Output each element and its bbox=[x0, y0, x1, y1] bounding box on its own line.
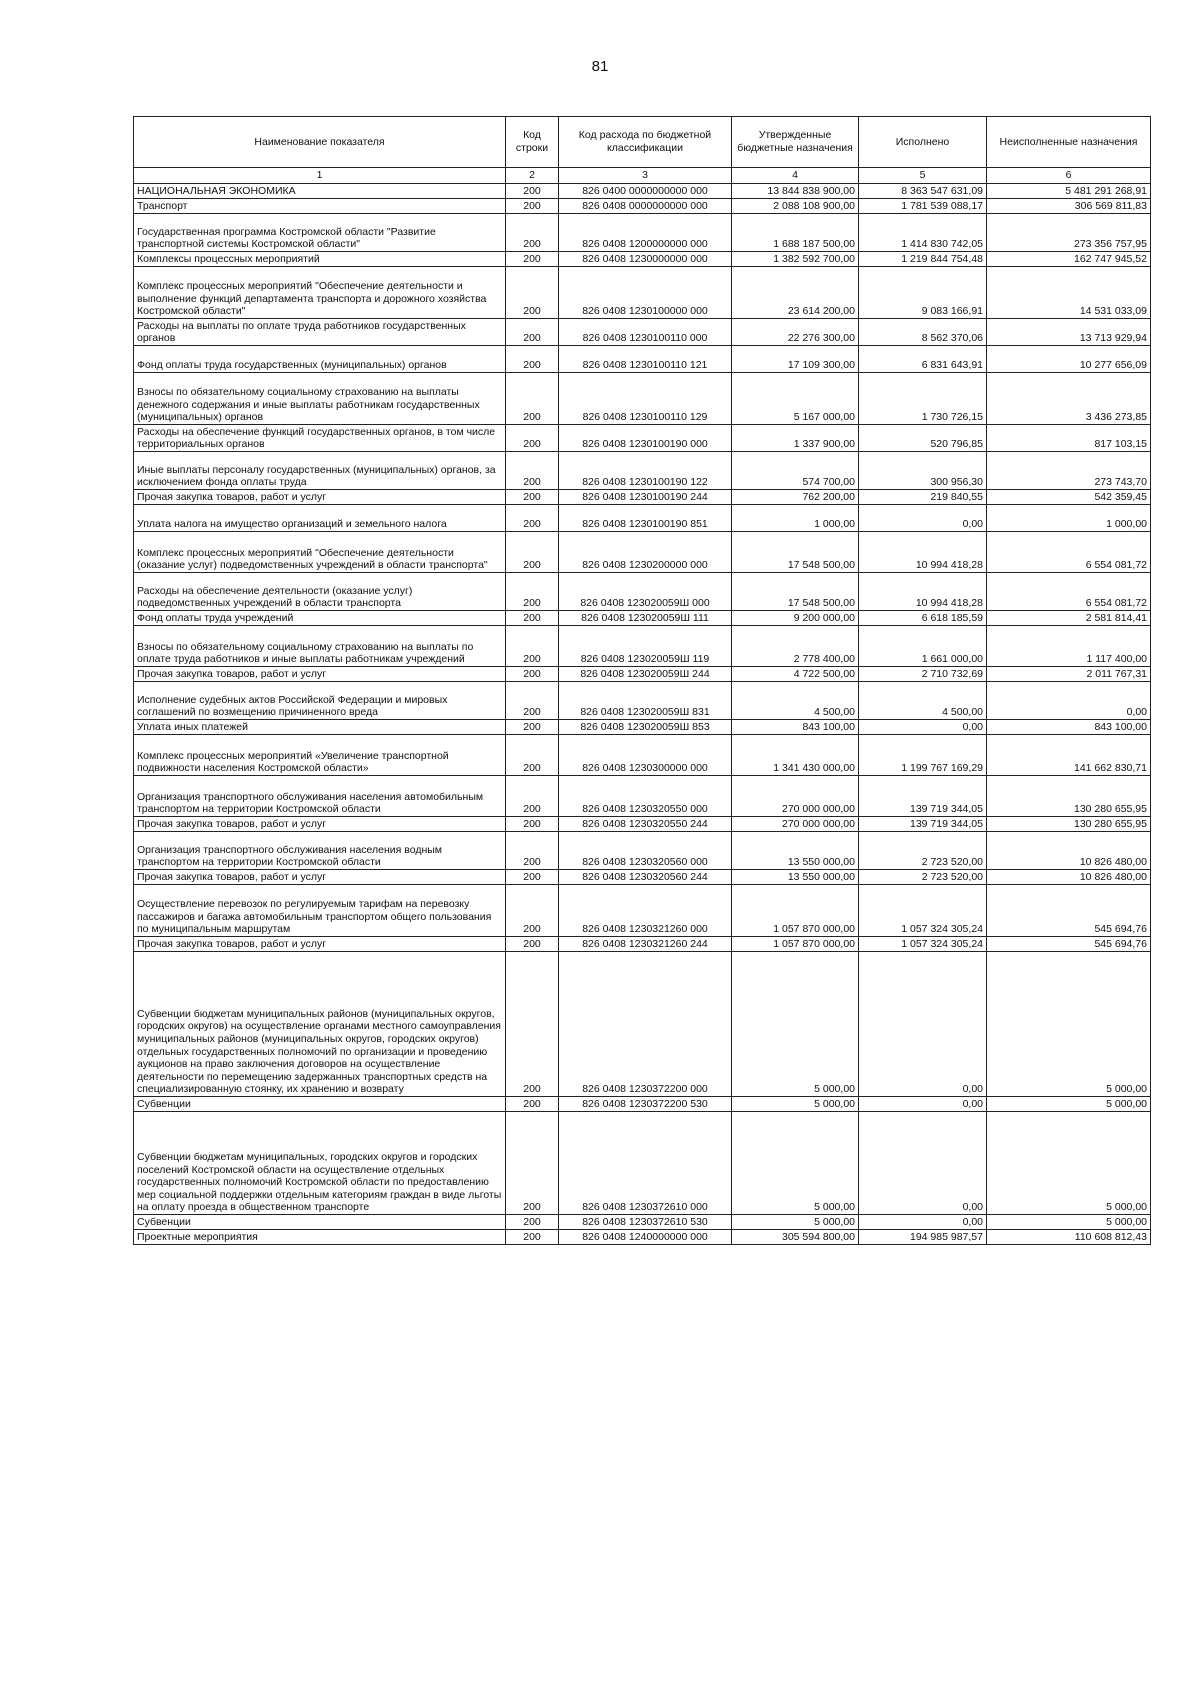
cell-executed: 219 840,55 bbox=[859, 490, 987, 505]
cell-executed: 6 618 185,59 bbox=[859, 611, 987, 626]
cell-indicator-name: НАЦИОНАЛЬНАЯ ЭКОНОМИКА bbox=[134, 184, 506, 199]
cell-indicator-name: Субвенции bbox=[134, 1097, 506, 1112]
cell-approved: 9 200 000,00 bbox=[732, 611, 859, 626]
table-row bbox=[134, 346, 1151, 373]
cell-unexecuted: 10 826 480,00 bbox=[987, 870, 1151, 885]
table-row bbox=[134, 626, 1151, 667]
table-row bbox=[134, 319, 1151, 346]
cell-indicator-name: Прочая закупка товаров, работ и услуг bbox=[134, 937, 506, 952]
cell-executed: 1 057 324 305,24 bbox=[859, 885, 987, 937]
cell-indicator-name: Фонд оплаты труда государственных (муниципальных) органов bbox=[134, 346, 506, 373]
page-number: 81 bbox=[591, 58, 609, 75]
cell-line-code: 200 bbox=[506, 319, 559, 346]
table-row bbox=[134, 832, 1151, 870]
cell-budget-code: 826 0408 1230100110 000 bbox=[559, 319, 732, 346]
cell-indicator-name: Прочая закупка товаров, работ и услуг bbox=[134, 870, 506, 885]
table-row bbox=[134, 252, 1151, 267]
cell-executed: 2 710 732,69 bbox=[859, 667, 987, 682]
cell-executed: 139 719 344,05 bbox=[859, 817, 987, 832]
cell-indicator-name: Расходы на обеспечение деятельности (оказание услуг) подведомственных учреждений в области транспорта bbox=[134, 573, 506, 611]
cell-unexecuted: 817 103,15 bbox=[987, 425, 1151, 452]
cell-unexecuted: 0,00 bbox=[987, 682, 1151, 720]
table-row bbox=[134, 667, 1151, 682]
cell-line-code: 200 bbox=[506, 532, 559, 573]
cell-unexecuted: 5 000,00 bbox=[987, 1097, 1151, 1112]
cell-budget-code: 826 0400 0000000000 000 bbox=[559, 184, 732, 199]
cell-line-code: 200 bbox=[506, 832, 559, 870]
cell-budget-code: 826 0408 123020059Ш 831 bbox=[559, 682, 732, 720]
table-row bbox=[134, 199, 1151, 214]
cell-approved: 1 382 592 700,00 bbox=[732, 252, 859, 267]
cell-approved: 1 337 900,00 bbox=[732, 425, 859, 452]
cell-budget-code: 826 0408 1230372610 530 bbox=[559, 1215, 732, 1230]
cell-indicator-name: Прочая закупка товаров, работ и услуг bbox=[134, 667, 506, 682]
cell-approved: 1 057 870 000,00 bbox=[732, 885, 859, 937]
cell-budget-code: 826 0408 1230100110 121 bbox=[559, 346, 732, 373]
cell-unexecuted: 14 531 033,09 bbox=[987, 267, 1151, 319]
table-row bbox=[134, 184, 1151, 199]
table-row bbox=[134, 720, 1151, 735]
cell-budget-code: 826 0408 1230320550 244 bbox=[559, 817, 732, 832]
cell-executed: 10 994 418,28 bbox=[859, 532, 987, 573]
table-row bbox=[134, 937, 1151, 952]
cell-approved: 1 057 870 000,00 bbox=[732, 937, 859, 952]
cell-indicator-name: Уплата иных платежей bbox=[134, 720, 506, 735]
cell-indicator-name: Комплекс процессных мероприятий "Обеспечение деятельности и выполнение функций департамента транспорта и дорожного хозяйства Костромской области" bbox=[134, 267, 506, 319]
table-row bbox=[134, 214, 1151, 252]
cell-indicator-name: Проектные мероприятия bbox=[134, 1230, 506, 1245]
cell-unexecuted: 5 000,00 bbox=[987, 952, 1151, 1097]
cell-indicator-name: Прочая закупка товаров, работ и услуг bbox=[134, 490, 506, 505]
cell-line-code: 200 bbox=[506, 682, 559, 720]
cell-line-code: 200 bbox=[506, 885, 559, 937]
cell-line-code: 200 bbox=[506, 452, 559, 490]
cell-approved: 1 341 430 000,00 bbox=[732, 735, 859, 776]
cell-unexecuted: 130 280 655,95 bbox=[987, 776, 1151, 817]
header-budget-code: Код расхода по бюджетной классификации bbox=[559, 117, 732, 168]
table-row bbox=[134, 952, 1151, 1097]
cell-unexecuted: 130 280 655,95 bbox=[987, 817, 1151, 832]
cell-unexecuted: 13 713 929,94 bbox=[987, 319, 1151, 346]
cell-unexecuted: 141 662 830,71 bbox=[987, 735, 1151, 776]
cell-approved: 13 550 000,00 bbox=[732, 832, 859, 870]
cell-budget-code: 826 0408 1230100190 244 bbox=[559, 490, 732, 505]
table-row bbox=[134, 735, 1151, 776]
budget-execution-table bbox=[133, 116, 1151, 1245]
cell-unexecuted: 1 117 400,00 bbox=[987, 626, 1151, 667]
cell-line-code: 200 bbox=[506, 346, 559, 373]
cell-line-code: 200 bbox=[506, 1215, 559, 1230]
table-row bbox=[134, 870, 1151, 885]
cell-unexecuted: 542 359,45 bbox=[987, 490, 1151, 505]
cell-executed: 0,00 bbox=[859, 1215, 987, 1230]
cell-executed: 8 562 370,06 bbox=[859, 319, 987, 346]
table-row bbox=[134, 373, 1151, 425]
table-row bbox=[134, 885, 1151, 937]
cell-indicator-name: Комплекс процессных мероприятий "Обеспечение деятельности (оказание услуг) подведомственных учреждений в области транспорта" bbox=[134, 532, 506, 573]
cell-executed: 1 199 767 169,29 bbox=[859, 735, 987, 776]
cell-indicator-name: Взносы по обязательному социальному страхованию на выплаты денежного содержания и иные выплаты работникам государственных (муниципальных) органов bbox=[134, 373, 506, 425]
cell-budget-code: 826 0408 1230320560 000 bbox=[559, 832, 732, 870]
cell-approved: 5 000,00 bbox=[732, 1097, 859, 1112]
cell-approved: 2 778 400,00 bbox=[732, 626, 859, 667]
cell-approved: 1 000,00 bbox=[732, 505, 859, 532]
cell-executed: 0,00 bbox=[859, 1112, 987, 1215]
cell-unexecuted: 273 356 757,95 bbox=[987, 214, 1151, 252]
cell-unexecuted: 2 011 767,31 bbox=[987, 667, 1151, 682]
cell-indicator-name: Уплата налога на имущество организаций и земельного налога bbox=[134, 505, 506, 532]
table-row bbox=[134, 1112, 1151, 1215]
cell-budget-code: 826 0408 1230320550 000 bbox=[559, 776, 732, 817]
cell-unexecuted: 110 608 812,43 bbox=[987, 1230, 1151, 1245]
cell-executed: 2 723 520,00 bbox=[859, 832, 987, 870]
column-number: 1 bbox=[134, 168, 506, 184]
cell-executed: 520 796,85 bbox=[859, 425, 987, 452]
cell-executed: 1 661 000,00 bbox=[859, 626, 987, 667]
cell-budget-code: 826 0408 123020059Ш 119 bbox=[559, 626, 732, 667]
cell-approved: 1 688 187 500,00 bbox=[732, 214, 859, 252]
column-number: 4 bbox=[732, 168, 859, 184]
cell-unexecuted: 6 554 081,72 bbox=[987, 573, 1151, 611]
cell-budget-code: 826 0408 123020059Ш 111 bbox=[559, 611, 732, 626]
cell-indicator-name: Субвенции бюджетам муниципальных, городских округов и городских поселений Костромской области на осуществление отдельных государственных полномочий Костромской области по предоставлению мер социальной поддержки отдельным категориям граждан в виде льготы на оплату проезда в общественном транспорте bbox=[134, 1112, 506, 1215]
table-row bbox=[134, 1097, 1151, 1112]
cell-budget-code: 826 0408 0000000000 000 bbox=[559, 199, 732, 214]
cell-indicator-name: Иные выплаты персоналу государственных (муниципальных) органов, за исключением фонда оплаты труда bbox=[134, 452, 506, 490]
cell-unexecuted: 10 826 480,00 bbox=[987, 832, 1151, 870]
cell-budget-code: 826 0408 1240000000 000 bbox=[559, 1230, 732, 1245]
cell-approved: 22 276 300,00 bbox=[732, 319, 859, 346]
cell-line-code: 200 bbox=[506, 870, 559, 885]
table-row bbox=[134, 532, 1151, 573]
cell-approved: 4 500,00 bbox=[732, 682, 859, 720]
cell-budget-code: 826 0408 1230372200 000 bbox=[559, 952, 732, 1097]
cell-approved: 4 722 500,00 bbox=[732, 667, 859, 682]
cell-budget-code: 826 0408 1230100190 000 bbox=[559, 425, 732, 452]
cell-executed: 1 730 726,15 bbox=[859, 373, 987, 425]
cell-budget-code: 826 0408 1230321260 000 bbox=[559, 885, 732, 937]
cell-line-code: 200 bbox=[506, 1097, 559, 1112]
cell-indicator-name: Организация транспортного обслуживания населения водным транспортом на территории Костромской области bbox=[134, 832, 506, 870]
cell-approved: 574 700,00 bbox=[732, 452, 859, 490]
cell-budget-code: 826 0408 1230100190 851 bbox=[559, 505, 732, 532]
cell-executed: 10 994 418,28 bbox=[859, 573, 987, 611]
cell-budget-code: 826 0408 1230000000 000 bbox=[559, 252, 732, 267]
column-number: 2 bbox=[506, 168, 559, 184]
cell-executed: 8 363 547 631,09 bbox=[859, 184, 987, 199]
cell-budget-code: 826 0408 123020059Ш 853 bbox=[559, 720, 732, 735]
cell-executed: 0,00 bbox=[859, 505, 987, 532]
cell-indicator-name: Субвенции bbox=[134, 1215, 506, 1230]
cell-budget-code: 826 0408 123020059Ш 244 bbox=[559, 667, 732, 682]
cell-executed: 300 956,30 bbox=[859, 452, 987, 490]
cell-indicator-name: Исполнение судебных актов Российской Федерации и мировых соглашений по возмещению причиненного вреда bbox=[134, 682, 506, 720]
cell-executed: 139 719 344,05 bbox=[859, 776, 987, 817]
cell-indicator-name: Транспорт bbox=[134, 199, 506, 214]
table-row bbox=[134, 776, 1151, 817]
cell-approved: 5 167 000,00 bbox=[732, 373, 859, 425]
cell-unexecuted: 3 436 273,85 bbox=[987, 373, 1151, 425]
table-row bbox=[134, 817, 1151, 832]
cell-unexecuted: 6 554 081,72 bbox=[987, 532, 1151, 573]
cell-unexecuted: 306 569 811,83 bbox=[987, 199, 1151, 214]
table-row bbox=[134, 425, 1151, 452]
cell-indicator-name: Комплексы процессных мероприятий bbox=[134, 252, 506, 267]
cell-indicator-name: Организация транспортного обслуживания населения автомобильным транспортом на территории Костромской области bbox=[134, 776, 506, 817]
cell-line-code: 200 bbox=[506, 1230, 559, 1245]
cell-line-code: 200 bbox=[506, 667, 559, 682]
table-row bbox=[134, 1215, 1151, 1230]
cell-approved: 17 109 300,00 bbox=[732, 346, 859, 373]
cell-line-code: 200 bbox=[506, 184, 559, 199]
cell-line-code: 200 bbox=[506, 490, 559, 505]
cell-indicator-name: Фонд оплаты труда учреждений bbox=[134, 611, 506, 626]
cell-unexecuted: 5 000,00 bbox=[987, 1215, 1151, 1230]
column-number-row bbox=[134, 168, 1151, 184]
table-row bbox=[134, 682, 1151, 720]
cell-indicator-name: Взносы по обязательному социальному страхованию на выплаты по оплате труда работников и иные выплаты работникам учреждений bbox=[134, 626, 506, 667]
cell-line-code: 200 bbox=[506, 626, 559, 667]
cell-unexecuted: 5 000,00 bbox=[987, 1112, 1151, 1215]
cell-indicator-name: Расходы на выплаты по оплате труда работников государственных органов bbox=[134, 319, 506, 346]
cell-budget-code: 826 0408 1230372200 530 bbox=[559, 1097, 732, 1112]
cell-unexecuted: 1 000,00 bbox=[987, 505, 1151, 532]
cell-approved: 270 000 000,00 bbox=[732, 817, 859, 832]
header-line-code: Код строки bbox=[506, 117, 559, 168]
cell-approved: 305 594 800,00 bbox=[732, 1230, 859, 1245]
cell-budget-code: 826 0408 1230300000 000 bbox=[559, 735, 732, 776]
table-row bbox=[134, 611, 1151, 626]
cell-unexecuted: 843 100,00 bbox=[987, 720, 1151, 735]
cell-indicator-name: Государственная программа Костромской области "Развитие транспортной системы Костромской области" bbox=[134, 214, 506, 252]
cell-approved: 270 000 000,00 bbox=[732, 776, 859, 817]
cell-approved: 5 000,00 bbox=[732, 952, 859, 1097]
cell-unexecuted: 2 581 814,41 bbox=[987, 611, 1151, 626]
cell-unexecuted: 5 481 291 268,91 bbox=[987, 184, 1151, 199]
header-indicator-name: Наименование показателя bbox=[134, 117, 506, 168]
table-row bbox=[134, 1230, 1151, 1245]
cell-unexecuted: 273 743,70 bbox=[987, 452, 1151, 490]
table-row bbox=[134, 452, 1151, 490]
header-approved: Утвержденные бюджетные назначения bbox=[732, 117, 859, 168]
cell-approved: 17 548 500,00 bbox=[732, 532, 859, 573]
table-row bbox=[134, 573, 1151, 611]
cell-indicator-name: Комплекс процессных мероприятий «Увеличение транспортной подвижности населения Костромской области» bbox=[134, 735, 506, 776]
cell-indicator-name: Прочая закупка товаров, работ и услуг bbox=[134, 817, 506, 832]
cell-unexecuted: 545 694,76 bbox=[987, 885, 1151, 937]
cell-line-code: 200 bbox=[506, 425, 559, 452]
cell-executed: 4 500,00 bbox=[859, 682, 987, 720]
cell-indicator-name: Субвенции бюджетам муниципальных районов (муниципальных округов, городских округов) на осуществление органами местного самоуправления муниципальных районов (муниципальных округов, городских округов) отдельных государственных полномочий по организации и проведению аукционов на право заключения договоров на осуществление деятельности по перемещению задержанных транспортных средств на специализированную стоянку, их хранению и возврату bbox=[134, 952, 506, 1097]
cell-line-code: 200 bbox=[506, 505, 559, 532]
cell-approved: 13 550 000,00 bbox=[732, 870, 859, 885]
cell-executed: 9 083 166,91 bbox=[859, 267, 987, 319]
cell-executed: 0,00 bbox=[859, 952, 987, 1097]
cell-budget-code: 826 0408 1230372610 000 bbox=[559, 1112, 732, 1215]
cell-line-code: 200 bbox=[506, 611, 559, 626]
cell-unexecuted: 10 277 656,09 bbox=[987, 346, 1151, 373]
cell-line-code: 200 bbox=[506, 817, 559, 832]
cell-line-code: 200 bbox=[506, 776, 559, 817]
cell-approved: 5 000,00 bbox=[732, 1112, 859, 1215]
column-number: 5 bbox=[859, 168, 987, 184]
cell-line-code: 200 bbox=[506, 373, 559, 425]
header-executed: Исполнено bbox=[859, 117, 987, 168]
table-row bbox=[134, 490, 1151, 505]
cell-budget-code: 826 0408 1230200000 000 bbox=[559, 532, 732, 573]
cell-line-code: 200 bbox=[506, 720, 559, 735]
cell-executed: 194 985 987,57 bbox=[859, 1230, 987, 1245]
table-body bbox=[134, 184, 1151, 1245]
cell-approved: 843 100,00 bbox=[732, 720, 859, 735]
cell-budget-code: 826 0408 1230100000 000 bbox=[559, 267, 732, 319]
cell-line-code: 200 bbox=[506, 214, 559, 252]
cell-executed: 1 219 844 754,48 bbox=[859, 252, 987, 267]
cell-approved: 13 844 838 900,00 bbox=[732, 184, 859, 199]
cell-line-code: 200 bbox=[506, 267, 559, 319]
table-header-row bbox=[134, 117, 1151, 168]
cell-approved: 762 200,00 bbox=[732, 490, 859, 505]
cell-executed: 1 414 830 742,05 bbox=[859, 214, 987, 252]
cell-executed: 6 831 643,91 bbox=[859, 346, 987, 373]
cell-line-code: 200 bbox=[506, 735, 559, 776]
cell-approved: 5 000,00 bbox=[732, 1215, 859, 1230]
cell-unexecuted: 162 747 945,52 bbox=[987, 252, 1151, 267]
cell-line-code: 200 bbox=[506, 199, 559, 214]
cell-unexecuted: 545 694,76 bbox=[987, 937, 1151, 952]
cell-line-code: 200 bbox=[506, 573, 559, 611]
cell-approved: 2 088 108 900,00 bbox=[732, 199, 859, 214]
cell-approved: 17 548 500,00 bbox=[732, 573, 859, 611]
cell-indicator-name: Расходы на обеспечение функций государственных органов, в том числе территориальных органов bbox=[134, 425, 506, 452]
cell-budget-code: 826 0408 1230320560 244 bbox=[559, 870, 732, 885]
cell-executed: 1 057 324 305,24 bbox=[859, 937, 987, 952]
cell-line-code: 200 bbox=[506, 937, 559, 952]
header-unexecuted: Неисполненные назначения bbox=[987, 117, 1151, 168]
cell-executed: 1 781 539 088,17 bbox=[859, 199, 987, 214]
cell-line-code: 200 bbox=[506, 952, 559, 1097]
cell-executed: 0,00 bbox=[859, 720, 987, 735]
cell-executed: 2 723 520,00 bbox=[859, 870, 987, 885]
table-row bbox=[134, 267, 1151, 319]
cell-budget-code: 826 0408 123020059Ш 000 bbox=[559, 573, 732, 611]
cell-line-code: 200 bbox=[506, 252, 559, 267]
cell-executed: 0,00 bbox=[859, 1097, 987, 1112]
cell-line-code: 200 bbox=[506, 1112, 559, 1215]
cell-budget-code: 826 0408 1230321260 244 bbox=[559, 937, 732, 952]
cell-indicator-name: Осуществление перевозок по регулируемым тарифам на перевозку пассажиров и багажа автомобильным транспортом общего пользования по муниципальным маршрутам bbox=[134, 885, 506, 937]
cell-approved: 23 614 200,00 bbox=[732, 267, 859, 319]
table-row bbox=[134, 505, 1151, 532]
column-number: 6 bbox=[987, 168, 1151, 184]
cell-budget-code: 826 0408 1230100190 122 bbox=[559, 452, 732, 490]
cell-budget-code: 826 0408 1200000000 000 bbox=[559, 214, 732, 252]
cell-budget-code: 826 0408 1230100110 129 bbox=[559, 373, 732, 425]
column-number: 3 bbox=[559, 168, 732, 184]
